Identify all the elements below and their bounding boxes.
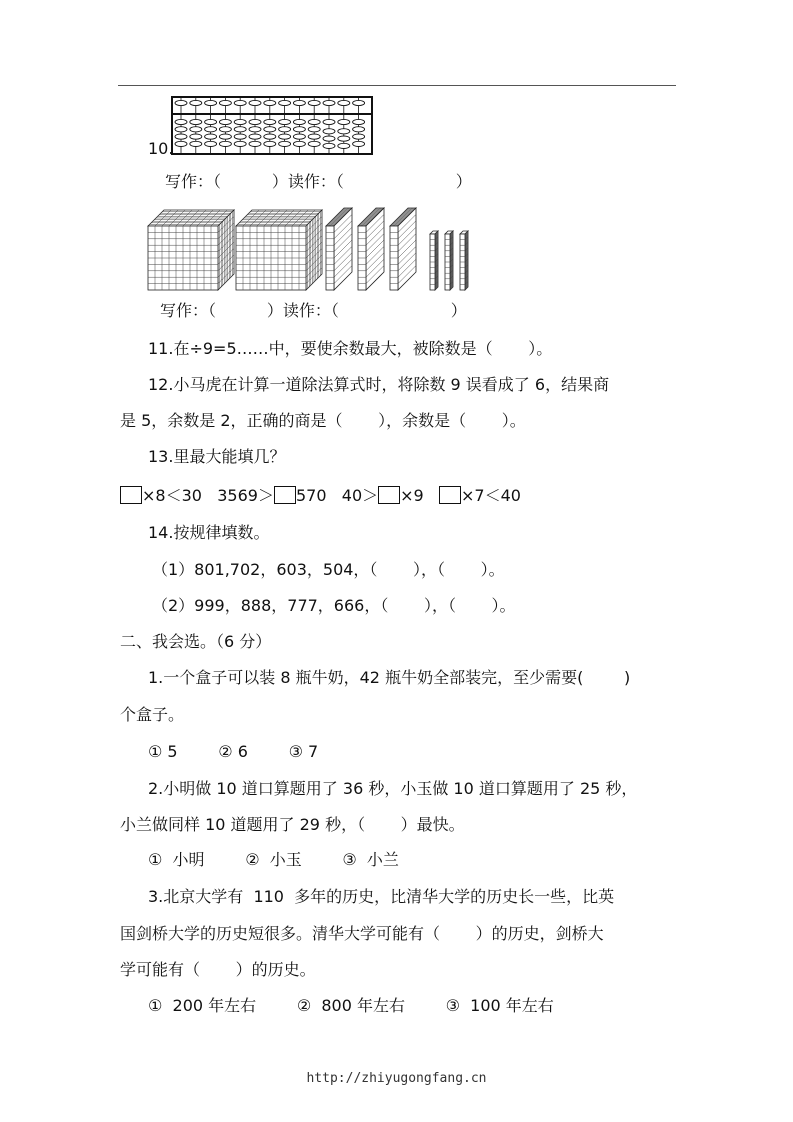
answer-box (120, 486, 142, 504)
q13-part: ×8＜30 (142, 486, 202, 505)
section-2-title: 二、我会选。（6 分） (120, 632, 272, 651)
q13-expressions (120, 485, 521, 507)
q10-number: 10. (148, 139, 174, 158)
q10-write-read-2: 写作：（ ）读作：（ ） (160, 301, 467, 320)
q13-part: ×7＜40 (461, 486, 521, 505)
s2-q3-options: ① 200 年左右 ② 800 年左右 ③ 100 年左右 (148, 996, 554, 1015)
q13-part: 3569＞ (217, 486, 274, 505)
q10-write-read-1: 写作：（ ）读作：（ ） (165, 172, 472, 191)
s2-q3-line-1: 3.北京大学有 110 多年的历史，比清华大学的历史长一些，比英 (148, 887, 615, 906)
header-rule (118, 85, 676, 86)
footer-url: http://zhiyugongfang.cn (306, 1071, 487, 1086)
s2-q1-line-1: 1.一个盒子可以装 8 瓶牛奶，42 瓶牛奶全部装完，至少需要( ) (148, 668, 631, 687)
s2-q3-line-2: 国剑桥大学的历史短很多。清华大学可能有（ ）的历史，剑桥大 (120, 924, 604, 943)
q14-title: 14.按规律填数。 (148, 523, 270, 542)
q13-part: 40＞ (341, 486, 379, 505)
s2-q2-options: ① 小明 ② 小玉 ③ 小兰 (148, 850, 399, 869)
q12-line-1: 12.小马虎在计算一道除法算式时，将除数 9 误看成了 6，结果商 (148, 375, 610, 394)
q14-item-1: （1）801,702，603，504，（ ），（ ）。 (152, 560, 505, 579)
s2-q2-line-1: 2.小明做 10 道口算题用了 36 秒，小玉做 10 道口算题用了 25 秒， (148, 779, 638, 798)
q13-part: ×9 (400, 486, 424, 505)
q13-title: 13.里最大能填几？ (148, 447, 286, 466)
q13-part: 570 (295, 486, 327, 505)
answer-box (274, 486, 296, 504)
q14-item-2: （2）999，888，777，666，（ ），（ ）。 (152, 596, 516, 615)
answer-box (378, 486, 400, 504)
s2-q1-options: ① 5 ② 6 ③ 7 (148, 742, 319, 761)
s2-q1-line-2: 个盒子。 (120, 705, 185, 724)
s2-q3-line-3: 学可能有（ ）的历史。 (120, 960, 316, 979)
abacus-image (171, 96, 373, 156)
s2-q2-line-2: 小兰做同样 10 道题用了 29 秒，（ ）最快。 (120, 815, 465, 834)
answer-box (439, 486, 461, 504)
base-ten-blocks-image (146, 204, 476, 292)
q11-text: 11.在÷9=5……中，要使余数最大，被除数是（ ）。 (148, 339, 553, 358)
q12-line-2: 是 5，余数是 2，正确的商是（ ），余数是（ ）。 (120, 411, 526, 430)
